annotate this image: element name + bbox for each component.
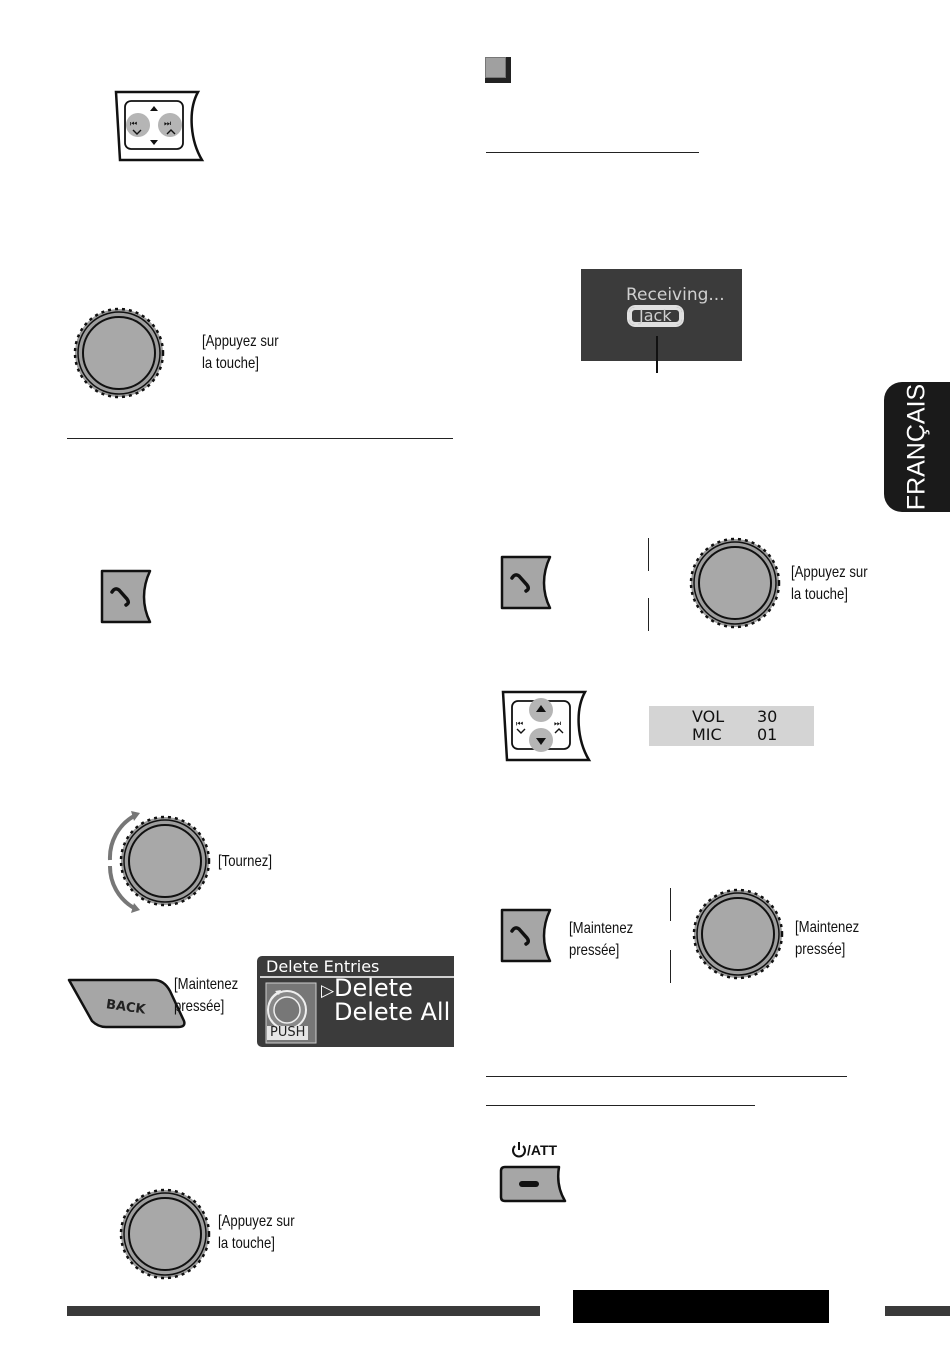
svg-text:⏮: ⏮ [516,719,524,728]
display-header: Delete Entries [266,957,380,976]
delete-entries-display [257,956,454,1047]
control-dial-knob-3[interactable] [115,1185,215,1285]
control-dial-knob-2[interactable] [688,535,784,631]
selection-arrow: ▷ [321,981,335,1001]
power-att-button[interactable] [499,1163,569,1205]
footer-page-box [573,1290,829,1323]
section-divider [67,438,453,439]
power-att-label: /ATT [527,1142,558,1158]
section-marker-icon-inner [485,57,506,78]
svg-text:⏭: ⏭ [554,719,562,728]
heading-underline-3 [486,1105,755,1106]
phone-button-right[interactable] [498,552,556,614]
vol-label: VOL [692,707,725,726]
volume-display [649,706,814,746]
separator-line [648,538,649,571]
control-dial-knob[interactable] [72,306,194,400]
turn-label: [Tournez] [218,853,272,870]
arrow-pad-volume-buttons[interactable] [499,688,593,766]
menu-item-delete-all[interactable]: Delete All [334,998,451,1026]
hold-label-back: [Maintenez pressée] [174,976,239,1015]
heading-underline [486,152,699,153]
svg-text:⏭: ⏭ [164,119,172,128]
push-label: PUSH [267,1026,308,1040]
control-dial-rotate[interactable] [100,810,220,914]
receiving-display [581,269,742,361]
arrow-pad-skip-buttons[interactable] [112,88,206,166]
back-button[interactable] [66,975,188,1033]
receiving-text: Receiving... [626,285,725,305]
separator-line [670,888,671,921]
callout-line [656,336,658,373]
mic-label: MIC [692,725,722,744]
menu-item-delete[interactable]: Delete [334,974,413,1002]
footer-bar-left [67,1306,540,1316]
separator-line [670,950,671,983]
vol-value: 30 [757,707,778,726]
press-label-2: [Appuyez sur la touche] [791,564,868,603]
separator-line [648,598,649,631]
control-dial-hold[interactable] [690,886,786,982]
language-tab-text: FRANÇAIS [902,383,931,511]
press-label-1: [Appuyez sur la touche] [202,333,279,372]
svg-text:BACK: BACK [105,997,147,1018]
phone-button-hold[interactable] [498,905,556,967]
mic-value: 01 [757,725,778,744]
hold-label-phone: [Maintenez pressée] [569,920,634,959]
power-icon [511,1141,527,1159]
jack-label: Jack [627,305,684,327]
press-label-3: [Appuyez sur la touche] [218,1213,295,1252]
footer-bar-right [885,1306,950,1316]
svg-text:⏮: ⏮ [130,119,138,128]
heading-underline-2 [486,1076,847,1077]
hold-label-knob: [Maintenez pressée] [795,919,860,958]
phone-button[interactable] [98,566,156,628]
